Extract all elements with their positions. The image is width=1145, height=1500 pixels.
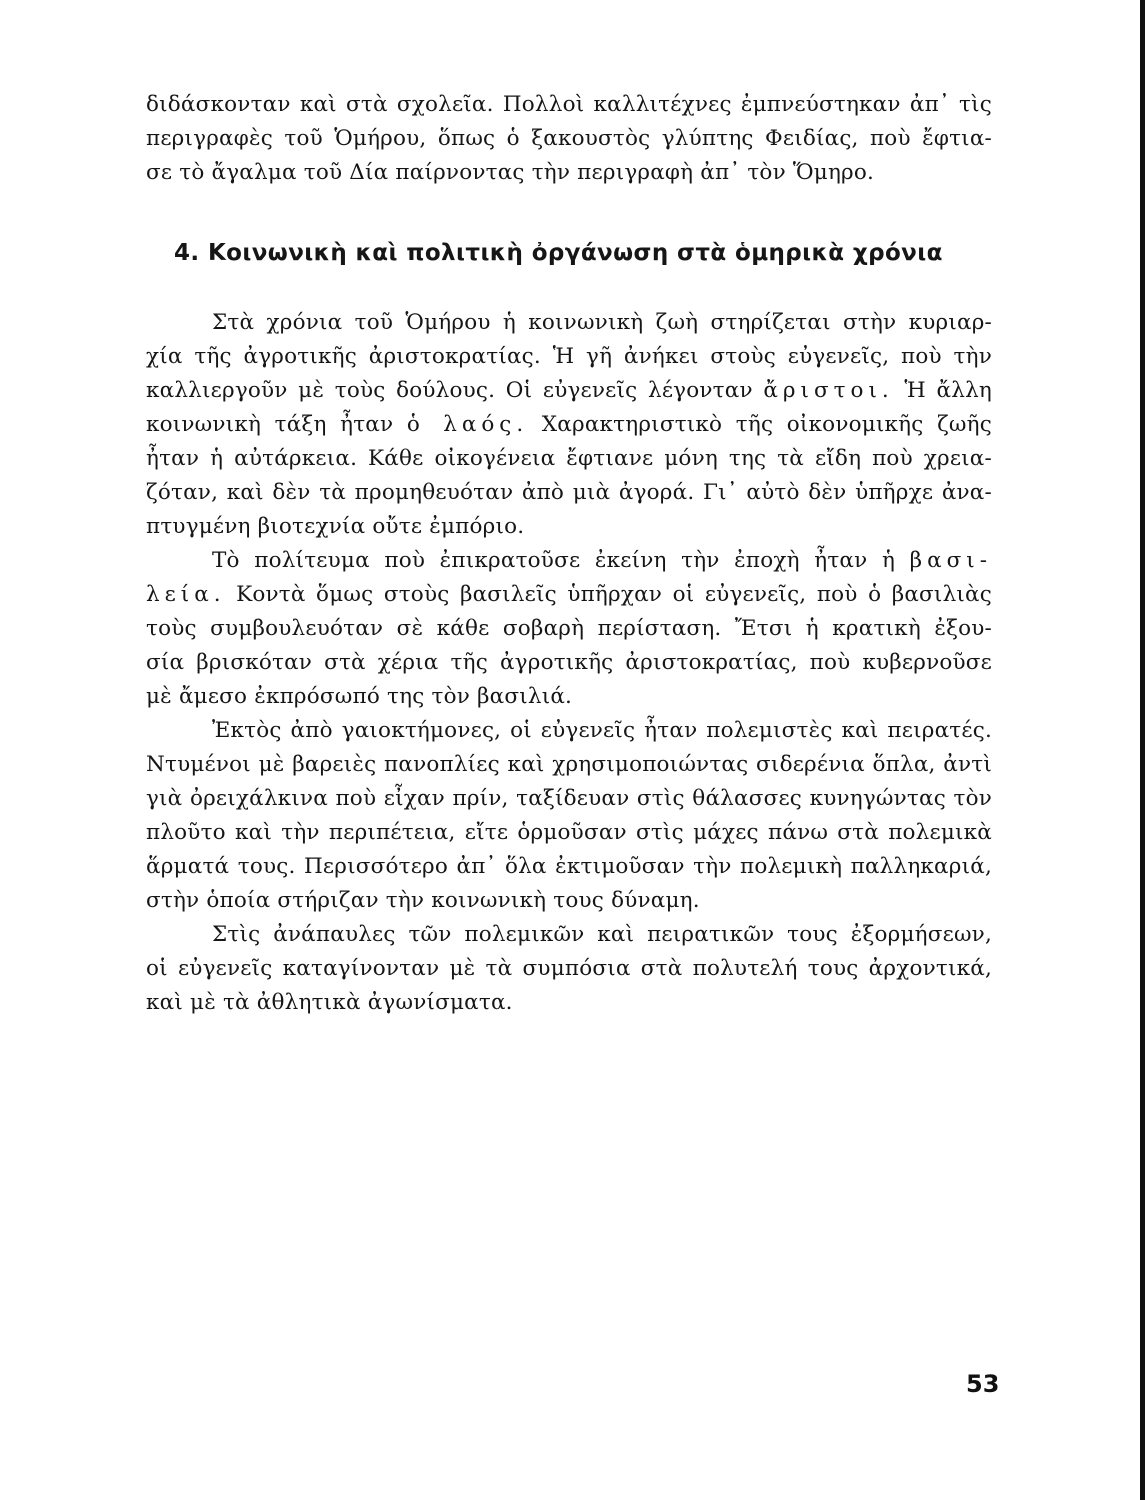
text-line: χία τῆς ἀγροτικῆς ἀριστοκρατίας. Ἡ γῆ ἀνήκει στοὺς εὐγενεῖς, ποὺ τὴν (146, 344, 992, 369)
paragraph-warriors (146, 714, 992, 918)
text-line: στὴν ὁποία στήριζαν τὴν κοινωνικὴ τους δύναμη. (146, 888, 700, 913)
text-line: γιὰ ὀρειχάλκινα ποὺ εἶχαν πρίν, ταξίδευαν στὶς θάλασσες κυνηγώντας τὸν (146, 786, 992, 811)
text-line: ζόταν, καὶ δὲν τὰ προμηθευόταν ἀπὸ μιὰ ἀγορά. Γι᾿ αὐτὸ δὲν ὑπῆρχε ἀνα- (146, 480, 992, 505)
text-span: Κοντὰ ὅμως στοὺς βασιλεῖς ὑπῆρχαν οἱ εὐγενεῖς, ποὺ ὁ βασιλιὰς (236, 582, 992, 607)
paragraph-polity (146, 544, 992, 714)
section-heading: 4. Κοινωνικὴ καὶ πολιτικὴ ὀργάνωση στὰ ὁμηρικὰ χρόνια (174, 240, 943, 266)
emphasized-term: ὁ λαός. (406, 412, 529, 437)
page-edge-shadow (1140, 0, 1145, 1500)
intro-paragraph (146, 88, 992, 190)
text-line: σε τὸ ἄγαλμα τοῦ Δία παίρνοντας τὴν περιγραφὴ ἀπ᾿ τὸν Ὅμηρο. (146, 160, 875, 185)
text-span: κοινωνικὴ τάξη ἦταν (146, 412, 394, 437)
page-number: 53 (966, 1370, 1000, 1398)
text-line: Στὶς ἀνάπαυλες τῶν πολεμικῶν καὶ πειρατικῶν τους ἐξορμήσεων, (212, 922, 992, 947)
text-line: Στὰ χρόνια τοῦ Ὁμήρου ἡ κοινωνικὴ ζωὴ στηρίζεται στὴν κυριαρ- (212, 310, 992, 335)
text-line: Ἐκτὸς ἀπὸ γαιοκτήμονες, οἱ εὐγενεῖς ἦταν πολεμιστὲς καὶ πειρατές. (212, 718, 992, 743)
text-line (146, 408, 992, 442)
text-line: καὶ μὲ τὰ ἀθλητικὰ ἀγωνίσματα. (146, 990, 513, 1015)
text-line: πλοῦτο καὶ τὴν περιπέτεια, εἴτε ὁρμοῦσαν στὶς μάχες πάνω στὰ πολεμικὰ (146, 820, 992, 845)
text-line: ἦταν ἡ αὐτάρκεια. Κάθε οἰκογένεια ἔφτιανε μόνη της τὰ εἴδη ποὺ χρεια- (146, 446, 992, 471)
text-span: καλλιεργοῦν μὲ τοὺς δούλους. Οἱ εὐγενεῖς λέγονταν (146, 378, 753, 403)
text-line: μὲ ἄμεσο ἐκπρόσωπό της τὸν βασιλιά. (146, 684, 573, 709)
page-body (146, 88, 992, 1020)
emphasized-term: λεία. (146, 582, 226, 607)
paragraph-social-organization (146, 306, 992, 544)
text-line: τοὺς συμβουλευόταν σὲ κάθε σοβαρὴ περίσταση. Ἔτσι ἡ κρατικὴ ἐξου- (146, 616, 992, 641)
text-line (146, 374, 992, 408)
emphasized-term: ἄριστοι. (763, 378, 894, 403)
text-line: ἅρματά τους. Περισσότερο ἀπ᾿ ὅλα ἐκτιμοῦσαν τὴν πολεμικὴ παλληκαριά, (146, 854, 992, 879)
text-line: περιγραφὲς τοῦ Ὁμήρου, ὅπως ὁ ξακουστὸς γλύπτης Φειδίας, ποὺ ἔφτια- (146, 126, 992, 151)
text-line: σία βρισκόταν στὰ χέρια τῆς ἀγροτικῆς ἀριστοκρατίας, ποὺ κυβερνοῦσε (146, 650, 992, 675)
emphasized-term: βασι- (909, 548, 992, 573)
text-span: Τὸ πολίτευμα ποὺ ἐπικρατοῦσε ἐκείνη τὴν ἐποχὴ ἦταν ἡ (212, 548, 896, 573)
text-span: Χαρακτηριστικὸ τῆς οἰκονομικῆς ζωῆς (541, 412, 992, 437)
text-line: διδάσκονταν καὶ στὰ σχολεῖα. Πολλοὶ καλλιτέχνες ἐμπνεύστηκαν ἀπ᾿ τὶς (146, 92, 992, 117)
paragraph-leisure (146, 918, 992, 1020)
text-line: οἱ εὐγενεῖς καταγίνονταν μὲ τὰ συμπόσια στὰ πολυτελή τους ἀρχοντικά, (146, 956, 992, 981)
text-line (146, 544, 992, 578)
text-span: Ἡ ἄλλη (904, 378, 992, 403)
text-line: πτυγμένη βιοτεχνία οὔτε ἐμπόριο. (146, 514, 525, 539)
text-line (146, 578, 992, 612)
text-line: Ντυμένοι μὲ βαρειὲς πανοπλίες καὶ χρησιμοποιώντας σιδερένια ὅπλα, ἀντὶ (146, 752, 992, 777)
